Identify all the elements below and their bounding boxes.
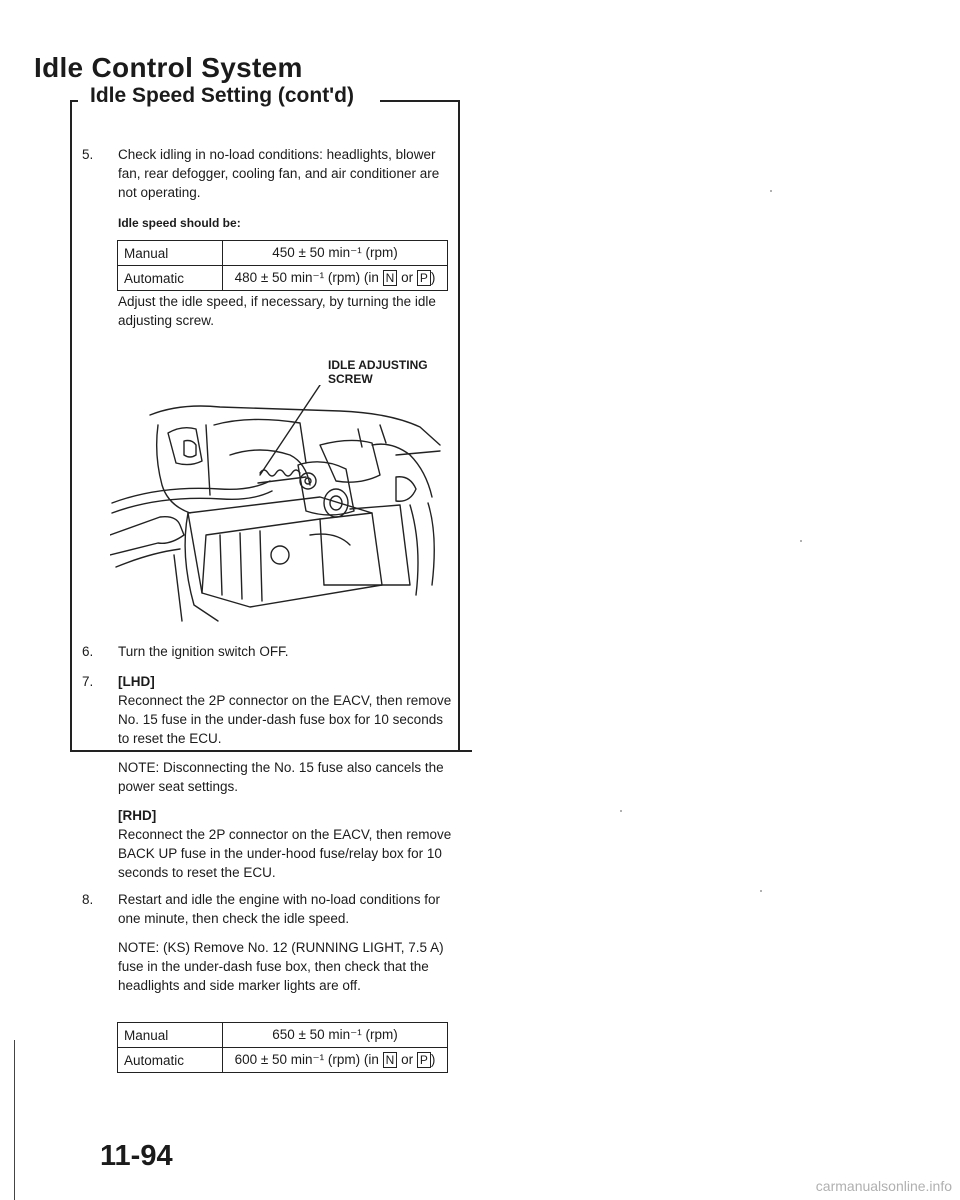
step-note: NOTE: (KS) Remove No. 12 (RUNNING LIGHT, 7.5 A) fuse in the under-dash fuse box, then check that the headlights and side marker lights are off.	[118, 940, 444, 993]
spec-label: Idle speed should be:	[118, 216, 241, 230]
table-cell-transmission: Manual	[118, 1023, 223, 1048]
idle-speed-table-final	[117, 1022, 448, 1073]
gear-n-badge: N	[383, 270, 398, 286]
watermark: carmanualsonline.info	[815, 1178, 952, 1194]
gear-p-badge: P	[417, 270, 431, 286]
or-text: or	[401, 1052, 414, 1067]
close-paren: )	[430, 270, 436, 285]
callout-line-2: SCREW	[328, 372, 373, 386]
table-row	[118, 241, 448, 266]
table-cell-speed	[223, 1048, 448, 1073]
step-number: 8.	[82, 892, 94, 907]
table-row	[118, 1048, 448, 1073]
step-7	[82, 672, 454, 892]
speed-value: 600 ± 50 min⁻¹ (rpm) (in	[234, 1052, 379, 1067]
step-number: 5.	[82, 147, 94, 162]
table-row	[118, 266, 448, 291]
section-frame-right	[458, 100, 460, 750]
rhd-instruction: Reconnect the 2P connector on the EACV, then remove BACK UP fuse in the under-hood fuse/relay box for 10 seconds to reset the ECU.	[118, 827, 452, 880]
lhd-label: [LHD]	[118, 674, 155, 689]
step-number: 7.	[82, 674, 94, 689]
table-cell-speed: 650 ± 50 min⁻¹ (rpm)	[223, 1023, 448, 1048]
step-text: Restart and idle the engine with no-load conditions for one minute, then check the idle speed.	[118, 892, 440, 926]
binding-margin-line	[14, 1040, 15, 1200]
lhd-note: NOTE: Disconnecting the No. 15 fuse also cancels the power seat settings.	[118, 760, 444, 794]
scan-speck	[760, 890, 762, 892]
section-title: Idle Speed Setting (cont'd)	[90, 84, 362, 108]
step-text: Turn the ignition switch OFF.	[118, 644, 289, 659]
page-title: Idle Control System	[34, 52, 303, 83]
table-cell-speed: 450 ± 50 min⁻¹ (rpm)	[223, 241, 448, 266]
figure-callout	[328, 358, 428, 386]
scan-speck	[800, 540, 802, 542]
close-paren: )	[430, 1052, 436, 1067]
table-cell-speed	[223, 266, 448, 291]
table-cell-transmission: Automatic	[118, 1048, 223, 1073]
section-frame-left	[70, 100, 72, 750]
scan-speck	[620, 810, 622, 812]
table-cell-transmission: Manual	[118, 241, 223, 266]
speed-value: 480 ± 50 min⁻¹ (rpm) (in	[234, 270, 379, 285]
step-5	[82, 145, 454, 212]
step-number: 6.	[82, 644, 94, 659]
engine-illustration	[110, 385, 455, 625]
table-cell-transmission: Automatic	[118, 266, 223, 291]
or-text: or	[401, 270, 414, 285]
gear-n-badge: N	[383, 1052, 398, 1068]
adjust-instruction: Adjust the idle speed, if necessary, by turning the idle adjusting screw.	[118, 294, 436, 328]
step-6	[82, 642, 454, 671]
callout-line-1: IDLE ADJUSTING	[328, 358, 428, 372]
lhd-instruction: Reconnect the 2P connector on the EACV, then remove No. 15 fuse in the under-dash fuse box for 10 seconds to reset the ECU.	[118, 693, 452, 746]
scan-speck	[770, 190, 772, 192]
rhd-label: [RHD]	[118, 808, 157, 823]
idle-speed-table	[117, 240, 448, 291]
page-number: 11-94	[100, 1140, 173, 1172]
gear-p-badge: P	[417, 1052, 431, 1068]
step-text: Check idling in no-load conditions: headlights, blower fan, rear defogger, cooling fan, and air conditioner are not operating.	[118, 147, 440, 200]
table-row	[118, 1023, 448, 1048]
section-frame-top-right	[380, 100, 460, 102]
step-8	[82, 890, 454, 1005]
section-frame-top	[70, 100, 78, 102]
